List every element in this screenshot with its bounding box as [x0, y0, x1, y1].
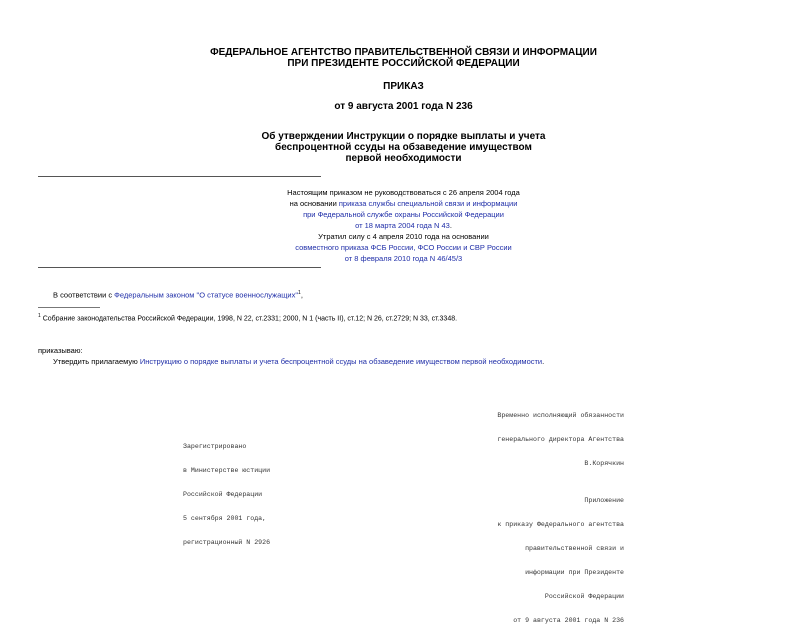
order-item-1 [53, 356, 544, 367]
document-title-line1: Об утверждении Инструкции о порядке выплаты и учета [261, 131, 546, 142]
appendix-line2: к приказу Федерального агентства [497, 521, 624, 528]
link-order-special-service[interactable]: приказа службы специальной связи и информации [338, 199, 518, 208]
footnote-mark: 1 [38, 313, 41, 319]
appendix-line5: Российской Федерации [544, 593, 624, 600]
status-note-line4-suffix: . [449, 221, 452, 230]
order-label: приказываю: [38, 346, 83, 355]
appendix-line3: правительственной связи и [525, 545, 624, 552]
signature-line1: Временно исполняющий обязанности [497, 412, 624, 419]
status-note-line4 [0, 220, 807, 231]
registration-line3: Российской Федерации [183, 491, 263, 498]
footnote-text: Собрание законодательства Российской Федерации, 1998, N 22, ст.2331; 2000, N 1 (часть II), ст.12; N 26, ст.2729; N 33, ст.3348. [42, 315, 458, 323]
document-type: ПРИКАЗ [383, 81, 424, 92]
document-title-line3: первой необходимости [345, 153, 462, 164]
document-date: от 9 августа 2001 года N 236 [334, 101, 473, 112]
appendix-block [497, 481, 624, 633]
preamble-prefix: В соответствии с [53, 290, 115, 300]
link-joint-order[interactable]: совместного приказа ФСБ России, ФСО России и СВР России [295, 243, 512, 252]
status-note-bottom-rule [38, 267, 321, 268]
signature-block [497, 396, 624, 476]
registration-line1: Зарегистрировано [183, 443, 247, 450]
appendix-line6: от 9 августа 2001 года N 236 [513, 617, 624, 624]
status-note-line6 [0, 242, 807, 253]
appendix-line4: информации при Президенте [525, 569, 624, 576]
status-note-line5: Утратил силу с 4 апреля 2010 года на основании [318, 232, 489, 241]
registration-line4: 5 сентября 2001 года, [183, 515, 267, 522]
registration-line2: в Министерстве юстиции [183, 467, 271, 474]
link-order-special-service-cont[interactable]: при Федеральной службе охраны Российской Федерации [303, 210, 504, 219]
link-joint-order-date[interactable]: от 8 февраля 2010 года N 46/45/3 [344, 254, 463, 263]
agency-name-line2: ПРИ ПРЕЗИДЕНТЕ РОССИЙСКОЙ ФЕДЕРАЦИИ [287, 58, 520, 69]
link-order-date-43[interactable]: от 18 марта 2004 года N 43 [355, 221, 450, 230]
status-note-top-rule [38, 176, 321, 177]
preamble [53, 288, 303, 301]
signature-line2: генерального директора Агентства [497, 436, 624, 443]
footnote-rule [38, 307, 100, 308]
agency-name-line1: ФЕДЕРАЛЬНОЕ АГЕНТСТВО ПРАВИТЕЛЬСТВЕННОЙ СВЯЗИ И ИНФОРМАЦИИ [210, 47, 597, 58]
order-item-suffix: . [542, 357, 545, 366]
order-item-prefix: Утвердить прилагаемую [53, 357, 140, 366]
signature-line3: В.Корячкин [584, 460, 624, 467]
status-note-line1: Настоящим приказом не руководствоваться с 26 апреля 2004 года [287, 188, 520, 197]
link-federal-law-military-status[interactable]: Федеральным законом "О статусе военнослужащих" [114, 290, 299, 300]
registration-line5: регистрационный N 2926 [183, 539, 271, 546]
appendix-line1: Приложение [584, 497, 624, 504]
status-note-line2 [0, 198, 807, 209]
status-note-line2-prefix: на основании [289, 199, 339, 208]
status-note-line3 [0, 209, 807, 220]
status-note-line7 [0, 253, 807, 264]
document-title-line2: беспроцентной ссуды на обзаведение имуществом [275, 142, 532, 153]
link-instruction[interactable]: Инструкцию о порядке выплаты и учета беспроцентной ссуды на обзаведение имуществом первой необходимости [139, 357, 543, 366]
registration-block [183, 427, 270, 555]
footnote [38, 311, 457, 324]
preamble-footnote-mark[interactable]: 1 [298, 290, 301, 296]
preamble-suffix: , [300, 290, 303, 300]
